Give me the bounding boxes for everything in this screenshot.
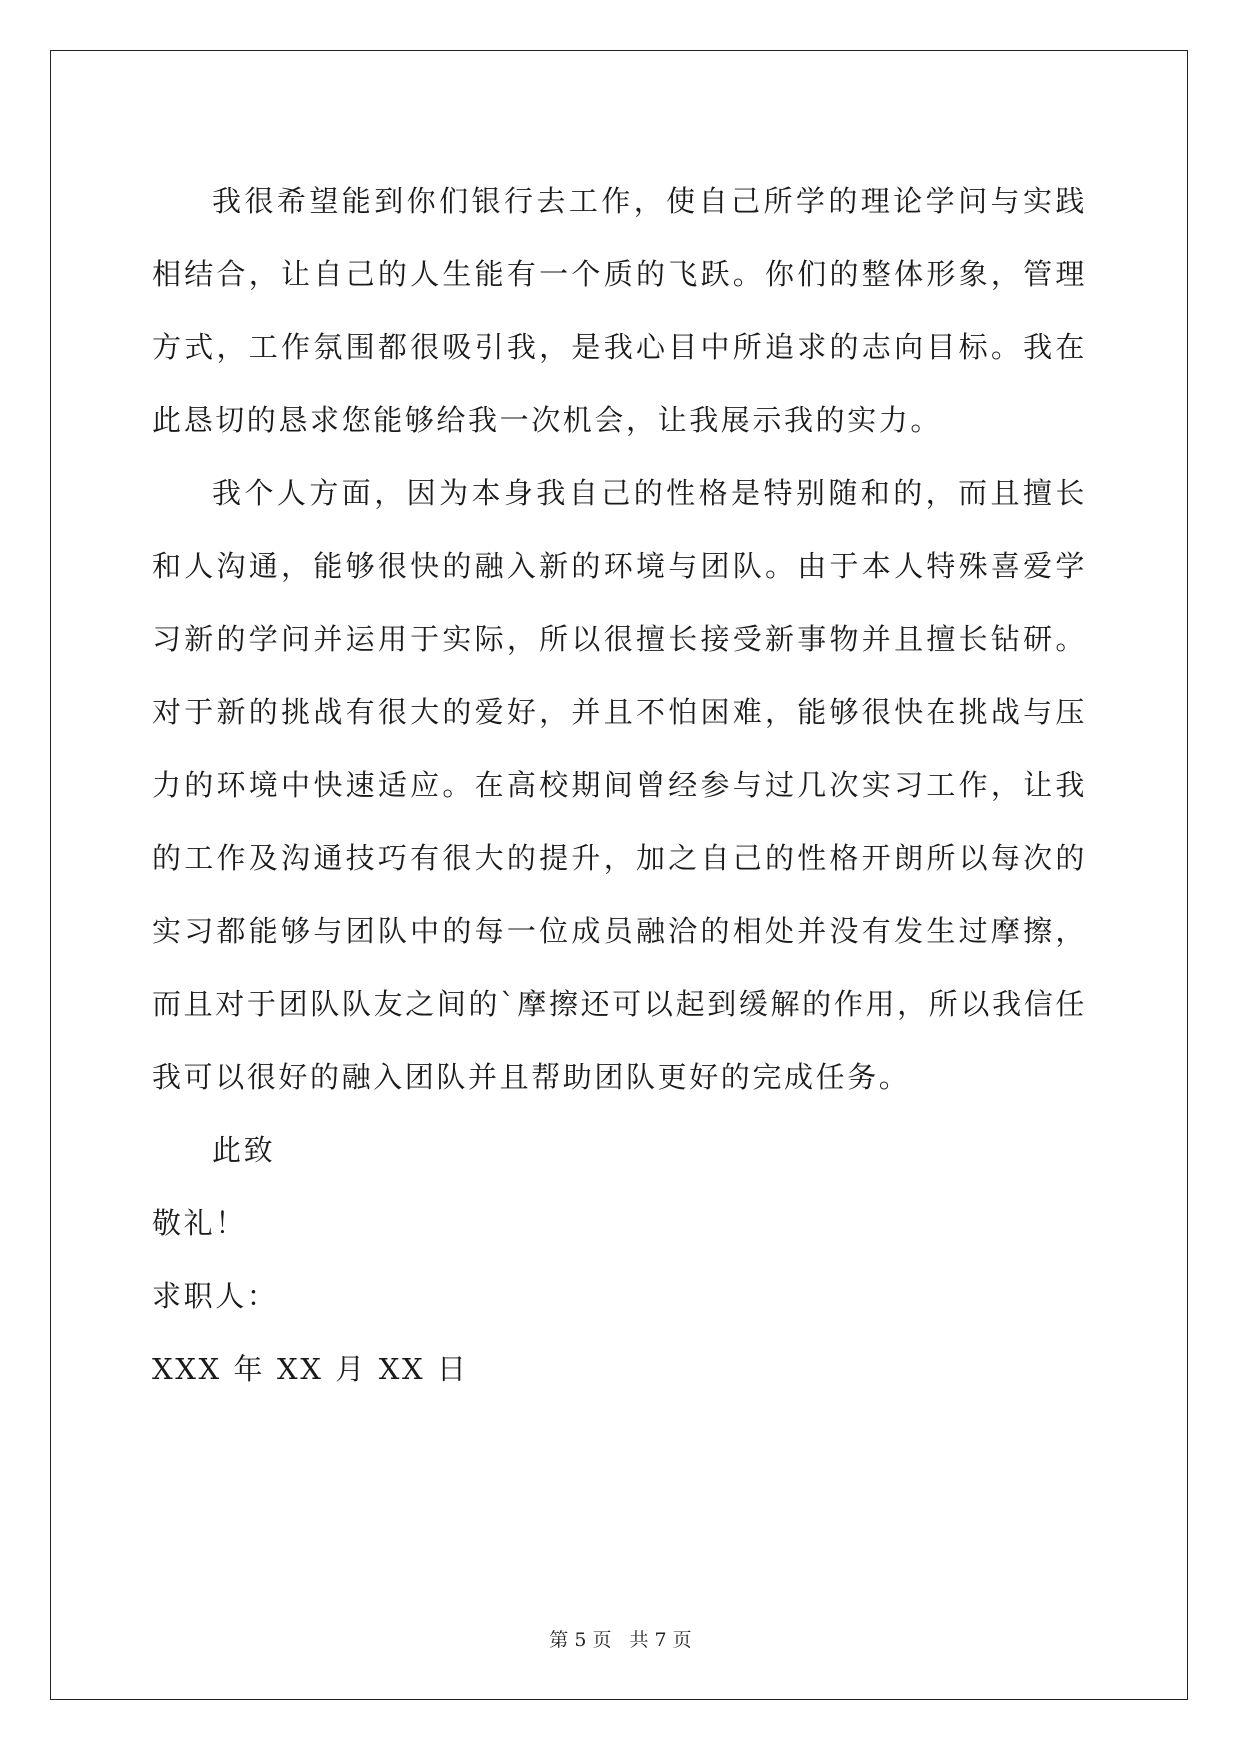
date-text: XXX 年 XX 月 XX 日 — [152, 1352, 469, 1386]
paragraph-1: 我很希望能到你们银行去工作，使自己所学的理论学问与实践相结合，让自己的人生能有一个质的飞跃。你们的整体形象，管理方式，工作氛围都很吸引我，是我心目中所追求的志向目标。我在此恳切的恳求您能够给我一次机会，让我展示我的实力。 — [152, 184, 1087, 437]
applicant-label: 求职人： — [152, 1279, 279, 1313]
page-number-current: 第 5 页 — [549, 1629, 612, 1651]
closing-text: 此致 — [212, 1133, 276, 1167]
page-footer — [0, 1625, 1241, 1652]
page-number-total: 共 7 页 — [629, 1629, 692, 1651]
paragraph-2: 我个人方面，因为本身我自己的性格是特别随和的，而且擅长和人沟通，能够很快的融入新的环境与团队。由于本人特殊喜爱学习新的学问并运用于实际，所以很擅长接受新事物并且擅长钻研。对于新的挑战有很大的爱好，并且不怕困难，能够很快在挑战与压力的环境中快速适应。在高校期间曾经参与过几次实习工作，让我的工作及沟通技巧有很大的提升，加之自己的性格开朗所以每次的实习都能够与团队中的每一位成员融洽的相处并没有发生过摩擦，而且对于团队队友之间的`摩擦还可以起到缓解的作用，所以我信任我可以很好的融入团队并且帮助团队更好的完成任务。 — [152, 476, 1087, 1094]
document-body — [152, 165, 1087, 1406]
salutation-text: 敬礼！ — [152, 1206, 247, 1240]
